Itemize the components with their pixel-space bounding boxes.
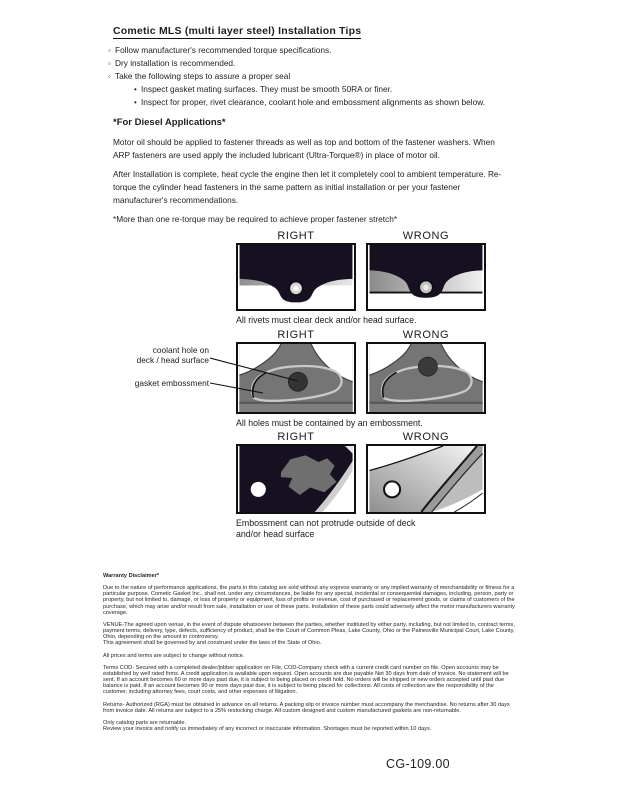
disclaimer-paragraph: Due to the nature of performance applications, the parts in this catalog are sold without any express warranty or any implied warranty of merchantability or fitness for a particular purpose. Cometic Gasket Inc., shall not, under any circumstances, be liable for any special, incidental or consequential damages, including, person, party or property, but not limited to, damage, or loss of property or equipment, loss of profits or revenue, cost of purchased or replacement goods, or claims of customers of the purchase, which may arise and/or result from sale, installation or use of these parts. Installation of these parts could adversely affect the motor manufacturers warranty coverage. xyxy=(103,585,515,616)
diagram-caption: All rivets must clear deck and/or head surface. xyxy=(236,315,417,325)
installation-tips-list xyxy=(108,44,485,109)
sub-bullet-icon: • xyxy=(134,98,137,107)
diagram-caption: All holes must be contained by an embossment. xyxy=(236,418,423,428)
diagram-labels xyxy=(236,329,486,341)
rivet-clearance-right-diagram xyxy=(236,243,356,311)
coolant-hole-label: coolant hole on deck / head surface xyxy=(136,345,209,365)
sub-bullet-icon: • xyxy=(134,85,137,94)
tip-text: Dry installation is recommended. xyxy=(115,58,236,68)
tip-text: Inspect for proper, rivet clearance, coolant hole and embossment alignments as shown below. xyxy=(141,97,486,107)
embossment-protrusion-right-diagram xyxy=(236,444,356,514)
bullet-icon: ◦ xyxy=(108,46,111,55)
right-label: RIGHT xyxy=(277,431,315,443)
disclaimer-paragraph: Only catalog parts are returnable. xyxy=(103,719,187,726)
tip-text: Take the following steps to assure a proper seal xyxy=(115,71,291,81)
bullet-icon: ◦ xyxy=(108,72,111,81)
diagram-panels xyxy=(236,243,486,311)
wrong-label: WRONG xyxy=(402,230,450,242)
disclaimer-paragraph: Terms COD- Secured with a completed dealer/jobber application on File, COD-Company check with a current credit card number on file. Open accounts may be established by well rated firms. A credit application is available upon request. Open accounts are due payable Net 30 days from date of invoice. No statement will be sent. If an account becomes 60 or more days past due, it is subject to being placed on credit hold. No orders will be shipped or new orders accepted until past due balance is paid. If an account becomes 90 or more days past due, it is subject to being placed for collections. All costs of collection are the responsibility of the customer, including attorney fees, court costs, and other expenses of litigation. xyxy=(103,664,509,696)
diesel-applications-section xyxy=(113,117,508,231)
hole-containment-wrong-diagram xyxy=(366,342,486,414)
paragraph: *More than one re-torque may be required to achieve proper fastener stretch* xyxy=(113,213,398,224)
disclaimer-paragraph: Returns- Authorized (RGA) must be obtained in advance on all returns. A packing slip or invoice number must accompany the merchandise. No returns after 30 days from invoice date. All returns are subject to a 25% restocking charge. All custom designed and custom manufactured gaskets are non-returnable. xyxy=(103,701,510,714)
disclaimer-heading: Warranty Disclaimer* xyxy=(103,573,160,579)
page-title: Cometic MLS (multi layer steel) Installation Tips xyxy=(113,25,362,37)
warranty-disclaimer-section xyxy=(103,573,516,738)
tip-text: Follow manufacturer's recommended torque specifications. xyxy=(115,45,332,55)
bullet-icon: ◦ xyxy=(108,59,111,68)
disclaimer-paragraph: Review your invoice and notify us immediately of any incorrect or inaccurate information. Shortages must be reported within 10 days. xyxy=(103,725,432,732)
disclaimer-paragraph: VENUE-The agreed upon venue, in the event of dispute whatsoever between the parties, whether instituted by either party, including, but not limited to, contract terms, payment terms, delivery, type, defects, sufficiency of product, shall be the Court of Common Pleas, Lake County, Ohio or the Painesville Municipal Court, Lake County, Ohio, depending on the amount in controversy. xyxy=(103,621,515,641)
wrong-label: WRONG xyxy=(402,431,450,443)
disclaimer-paragraph: This agreement shall be governed by and construed under the laws of the State of Ohio. xyxy=(103,640,322,647)
tip-text: Inspect gasket mating surfaces. They must be smooth 50RA or finer. xyxy=(141,84,393,94)
list-item xyxy=(108,57,485,70)
list-item xyxy=(108,70,485,83)
paragraph: After Installation is complete, heat cycle the engine then let it completely cool to ambient temperature. Re-torque the cylinder head fasteners in the same pattern as initial installation or per your fastener manufacturer's recommendations. xyxy=(113,168,502,205)
rivet-clearance-wrong-diagram xyxy=(366,243,486,311)
diagram-caption: Embossment can not protrude outside of deck and/or head surface xyxy=(236,518,416,539)
diagram-labels xyxy=(236,230,486,242)
wrong-label: WRONG xyxy=(402,329,450,341)
list-item xyxy=(134,96,485,109)
list-item xyxy=(134,83,485,96)
embossment-protrusion-wrong-diagram xyxy=(366,444,486,514)
page-number: CG-109.00 xyxy=(386,757,450,771)
embossment-protrusion-diagram-row xyxy=(236,431,486,540)
section-heading: *For Diesel Applications* xyxy=(113,117,226,128)
right-label: RIGHT xyxy=(277,329,315,341)
diagram-labels xyxy=(236,431,486,443)
gasket-embossment-label: gasket embossment xyxy=(134,378,209,388)
right-label: RIGHT xyxy=(277,230,315,242)
list-item xyxy=(108,44,485,57)
paragraph: Motor oil should be applied to fastener threads as well as top and bottom of the fastener washers. When ARP fasteners are used apply the included lubricant (Ultra-Torque®) in place of motor oil. xyxy=(113,137,495,160)
diagram-panels xyxy=(236,444,486,514)
disclaimer-paragraph: All prices and terms are subject to change without notice. xyxy=(103,652,245,659)
leader-lines xyxy=(210,350,302,398)
rivet-clearance-diagram-row xyxy=(236,230,486,326)
